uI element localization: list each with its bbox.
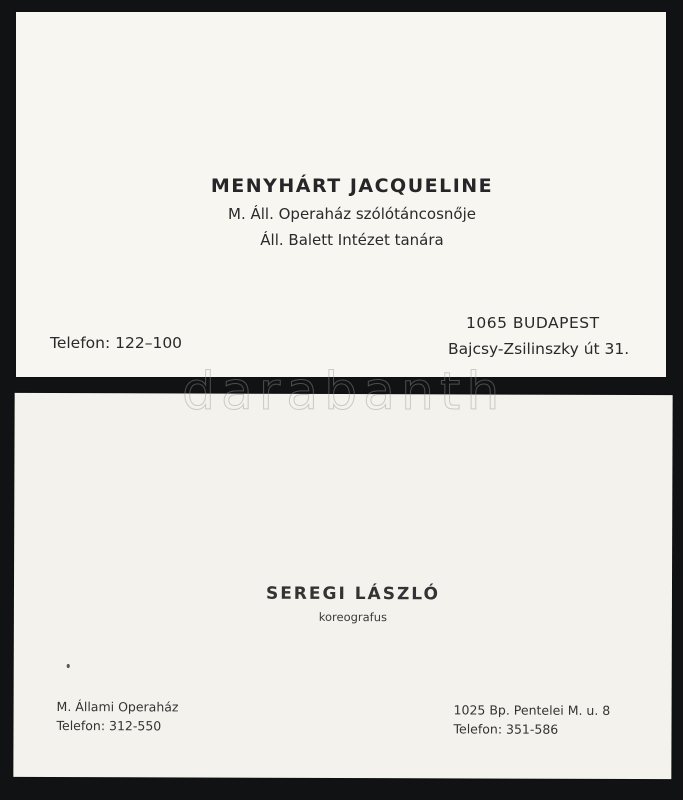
card-title-line: M. Áll. Operaház szólótáncosnője <box>228 205 476 223</box>
card-phone: Telefon: 312-550 <box>56 718 162 734</box>
card-street: Bajcsy-Zsilinszky út 31. <box>448 340 630 358</box>
card-role: koreografus <box>318 609 388 625</box>
ink-speck <box>67 664 70 668</box>
card-phone: Telefon: 122–100 <box>50 334 183 352</box>
business-card-menyhart <box>16 12 666 377</box>
card-name: MENYHÁRT JACQUELINE <box>210 175 494 197</box>
card-phone: Telefon: 351-586 <box>453 721 559 737</box>
card-name: SEREGI LÁSZLÓ <box>265 583 441 605</box>
card-title-line: Áll. Balett Intézet tanára <box>260 231 444 249</box>
card-address: 1025 Bp. Pentelei M. u. 8 <box>453 702 611 718</box>
card-organization: M. Állami Operaház <box>56 699 179 715</box>
watermark: darabanth <box>182 362 506 422</box>
business-card-seregi <box>13 393 672 779</box>
card-city: 1065 BUDAPEST <box>466 314 600 332</box>
